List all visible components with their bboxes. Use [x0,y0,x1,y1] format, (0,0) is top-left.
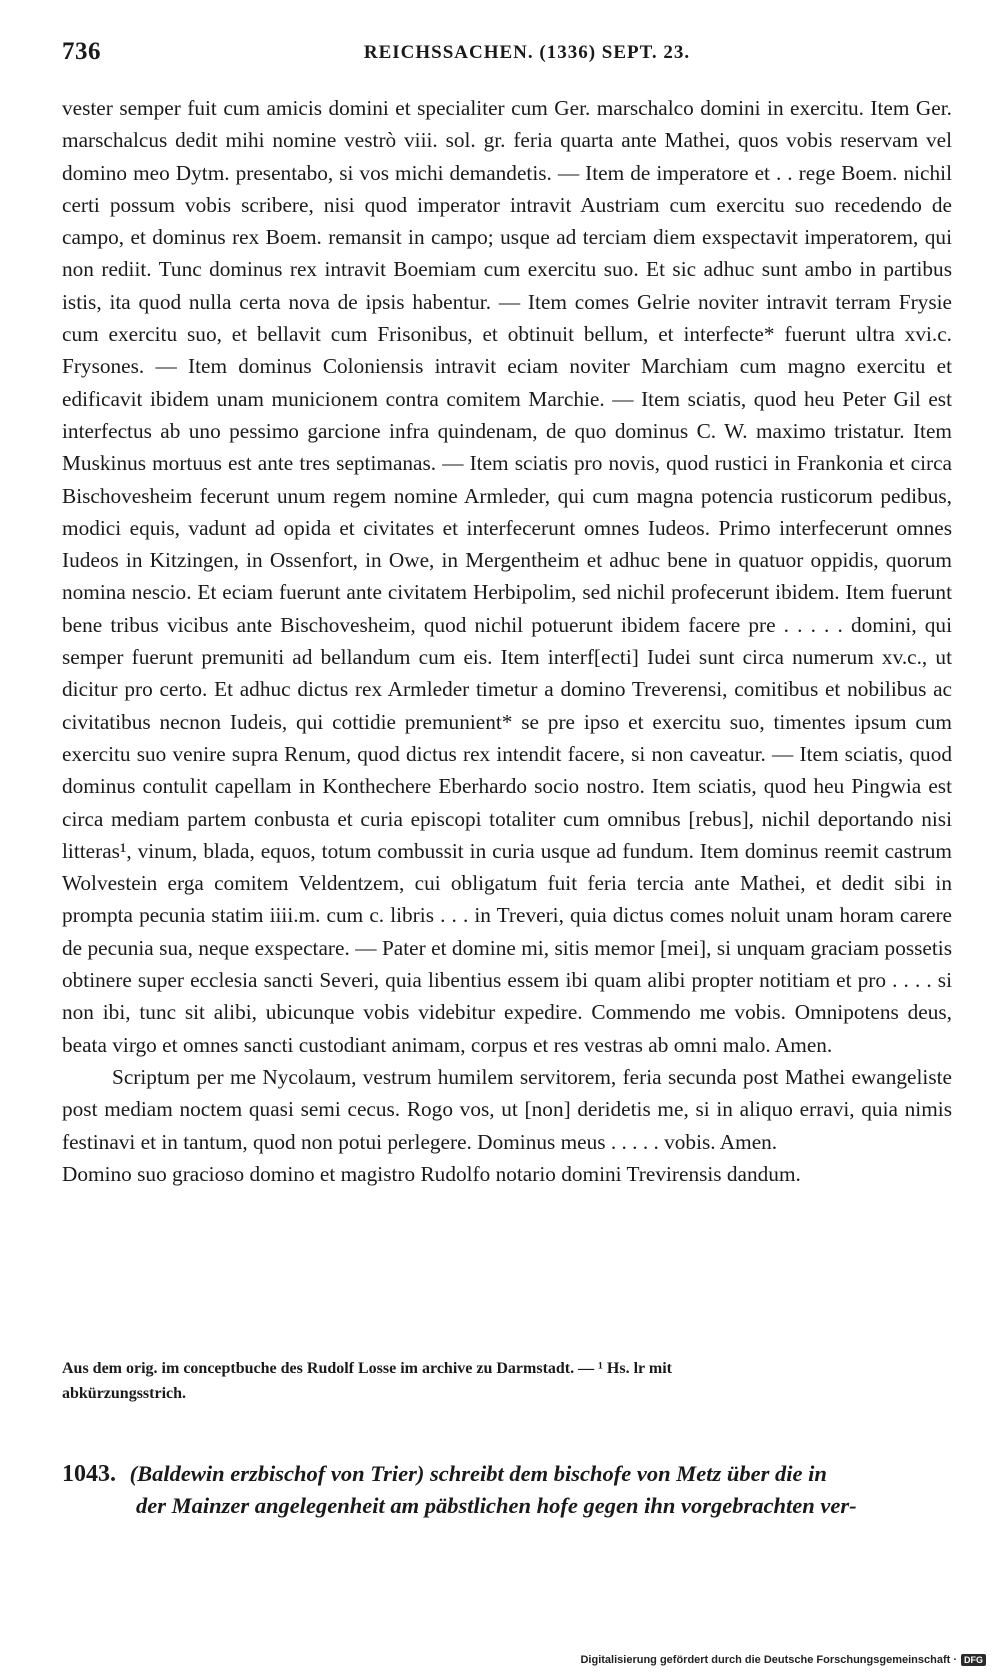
document-number: 1043. [62,1461,116,1487]
credit-text: Digitalisierung gefördert durch die Deutsche Forschungsgemeinschaft · [580,1654,957,1666]
dfg-logo: DFG [961,1654,986,1666]
page-number: 736 [62,38,101,65]
document-title-continued: der Mainzer angelegenheit am päbstlichen hofe gegen ihn vorgebrachten ver- [136,1493,857,1518]
source-note [62,1356,952,1406]
next-document-heading-line [62,1458,952,1490]
letter-body [62,92,952,1190]
letter-paragraph: vester semper fuit cum amicis domini et specialiter cum Ger. marschalco domini in exercitu. Item Ger. marschalcus dedit mihi nomine vestrò viii. sol. gr. feria quarta ante Mathei, quos vobis reservam vel domino meo Dytm. presentabo, si vos michi demandetis. — Item de imperatore et . . rege Boem. nichil certi possum vobis scribere, nisi quod imperator intravit Austriam cum exercitu suo recedendo de campo, et dominus rex Boem. remansit in campo; usque ad terciam diem exspectavit imperatorem, qui non rediit. Tunc dominus rex intravit Boemiam cum exercitu suo. Et sic adhuc sunt ambo in partibus istis, ita quod nulla certa nova de ipsis habentur. — Item comes Gelrie noviter intravit terram Frysie cum exercitu suo, et bellavit cum Frisonibus, et obtinuit bellum, et interfecte* fuerunt ultra xvi.c. Frysones. — Item dominus Coloniensis intravit eciam noviter Marchiam cum magno exercitu et edificavit ibidem unam municionem contra comitem Marchie. — Item sciatis, quod heu Peter Gil est interfectus ab uno pessimo garcione infra quindenam, de quo dominus C. W. maximo tristatur. Item Muskinus mortuus est ante tres septimanas. — Item sciatis pro novis, quod rustici in Frankonia et circa Bischovesheim fecerunt unum regem nomine Armleder, qui cum magna potencia rusticorum pedibus, modici equis, vadunt ad opida et civitates et interfecerunt omnes Iudeos. Primo interfecerunt omnes Iudeos in Kitzingen, in Ossenfort, in Owe, in Mergentheim et adhuc bene in quatuor oppidis, quorum nomina nescio. Et eciam fuerunt ante civitatem Herbipolim, sed nichil profecerunt ibidem. Item fuerunt bene tribus vicibus ante Bischovesheim, quod nichil potuerunt ibidem facere pre . . . . . domini, qui semper fuerunt premuniti ad bellandum cum eis. Item interf[ecti] Iudei sunt circa numerum xv.c., ut dicitur pro certo. Et adhuc dictus rex Armleder timetur a domino Treverensi, comitibus et nobilibus ac civitatibus necnon Iudeis, qui cottidie premunient* se pre ipso et exercitu suo, timentes ipsum cum exercitu suo venire supra Renum, quod dictus rex intendit facere, si non caveatur. — Item sciatis, quod dominus contulit capellam in Konthechere Eberhardo socio nostro. Item sciatis, quod heu Pingwia est circa mediam partem conbusta et curia episcopi totaliter cum omnibus [rebus], nichil deportando nisi litteras¹, vinum, blada, equos, totum combussit in curia usque ad fundum. Item dominus reemit castrum Wolvestein erga comitem Veldentzem, cui obligatum fuit feria tercia ante Mathei, et dedit sibi in prompta pecunia statim iiii.m. cum c. libris . . . in Treveri, quia dictus comes noluit unam horam carere de pecunia sua, neque exspectare. — Pater et domine mi, sitis memor [mei], si unquam graciam possetis obtinere super ecclesia sancti Severi, quia libentius essem ibi quam alibi propter notitiam et pro . . . . si non ibi, tunc sit alibi, ubicunque vobis videbitur expedire. Commendo me vobis. Omnipotens deus, beata virgo et omnes sancti custodiant animam, corpus et res vestras ab omni malo. Amen. [62,96,952,1057]
document-title: (Baldewin erzbischof von Trier) schreibt dem bischofe von Metz über die in [129,1461,827,1486]
letter-address: Domino suo gracioso domino et magistro Rudolfo notario domini Trevirensis dandum. [62,1161,801,1186]
next-document-heading [62,1458,952,1522]
page-header [62,38,952,78]
source-note-line: Aus dem orig. im conceptbuche des Rudolf Losse im archive zu Darmstadt. — ¹ Hs. lr mit [62,1360,672,1377]
source-note-line: abkürzungsstrich. [62,1385,187,1402]
running-head: REICHSSACHEN. (1336) SEPT. 23. [363,42,691,63]
digitization-credit [580,1651,986,1669]
letter-closing-paragraph: Scriptum per me Nycolaum, vestrum humilem servitorem, feria secunda post Mathei ewangeliste post mediam noctem quasi semi cecus. Rogo vos, ut [non] deridetis me, si in aliquo erravi, quia nimis festinavi et in tantum, quod non potui perlegere. Dominus meus . . . . . vobis. Amen. [62,1064,952,1154]
